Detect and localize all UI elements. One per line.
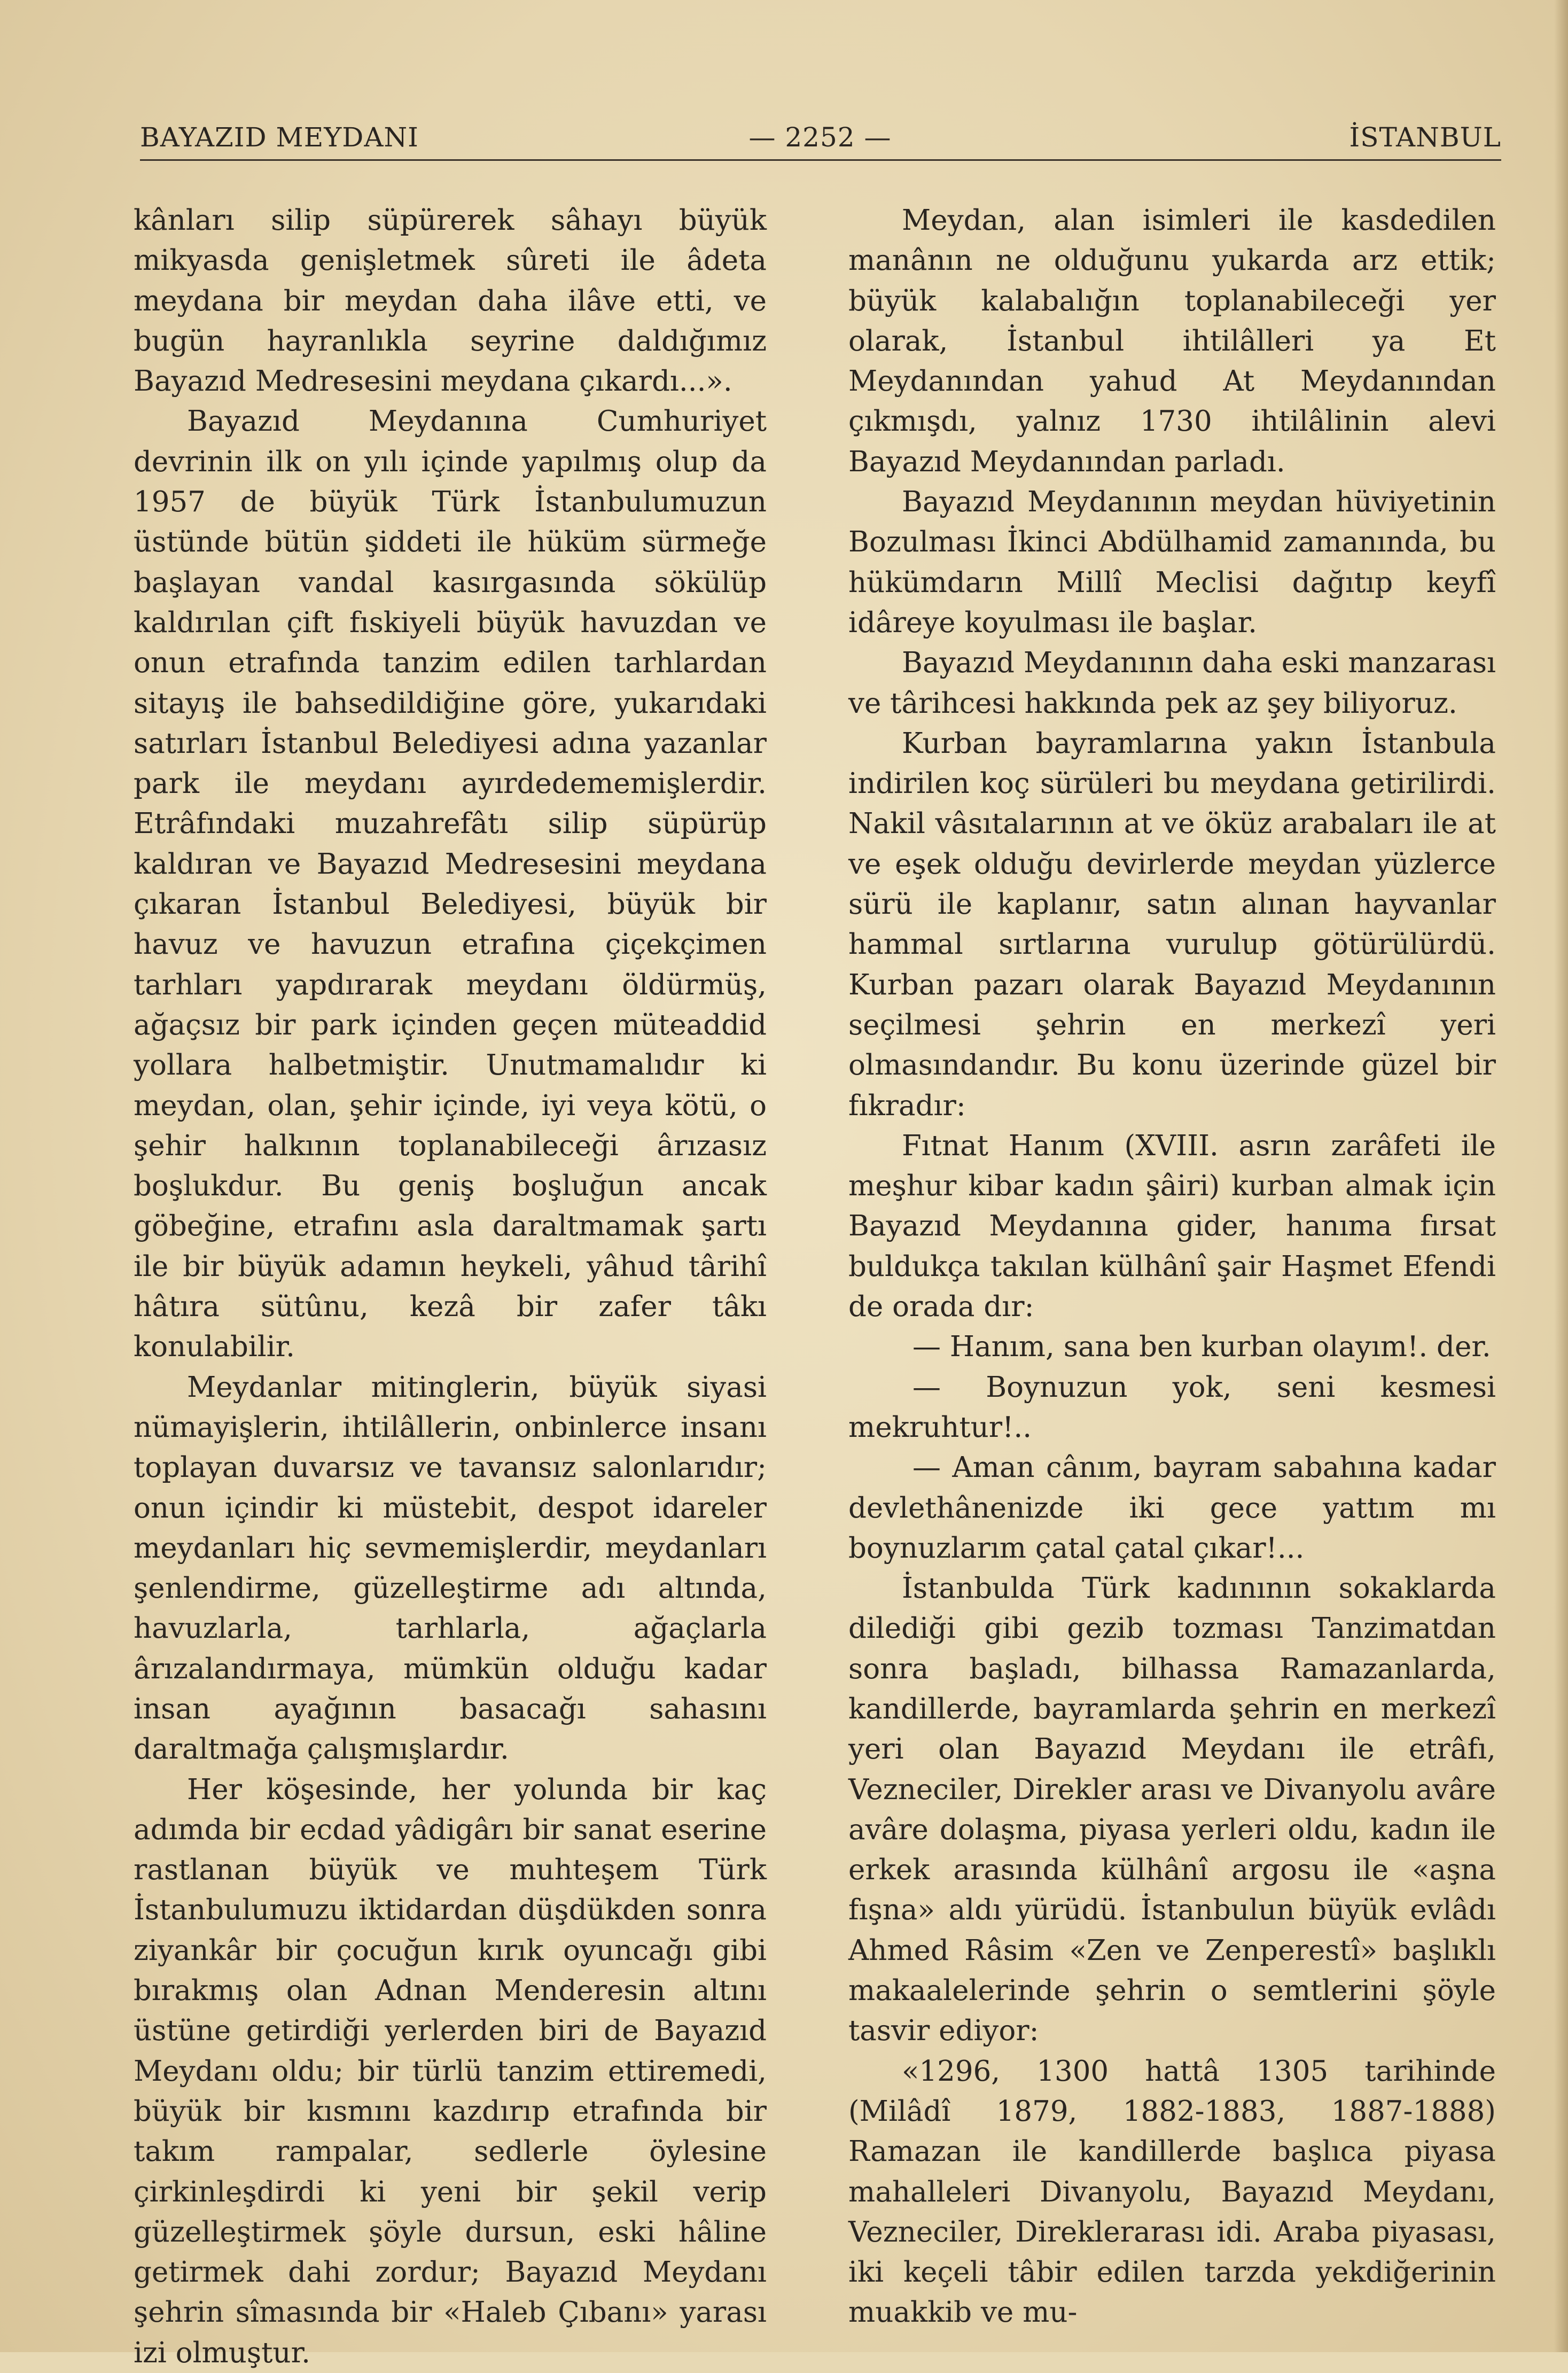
- page-edge-shadow: [1554, 0, 1568, 2352]
- paragraph: Bayazıd Meydanının daha eski manzarası ve târihcesi hakkında pek az şey biliyoruz.: [848, 647, 1496, 720]
- header-rule: [140, 159, 1501, 161]
- quotation-paragraph: «1296, 1300 hattâ 1305 tarihinde (Milâdî 1879, 1882-1883, 1887-1888) Ramazan ile kandillerde başlıca piyasa mahalleleri Divanyolu, Bayazıd Meydanı, Vezneciler, Direklerarası idi. Araba piyasası, iki keçeli tâbir edilen tarzda yekdiğerinin muakkib ve mu-: [848, 2055, 1496, 2329]
- paragraph: Bayazıd Meydanına Cumhuriyet devrinin ilk on yılı içinde yapılmış olup da 1957 de büyük Türk İstanbulumuzun üstünde bütün şiddeti ile hüküm sürmeğe başlayan vandal kasırgasında sökülüp kaldırılan çift fıskiyeli büyük havuzdan ve onun etrafında tanzim edilen tarhlardan sitayış ile bahsedildiğine göre, yukarıdaki satırları İstanbul Belediyesi adına yazanlar park ile meydanı ayırdedememişlerdir. Etrâfındaki muzahrefâtı silip süpürüp kaldıran ve Bayazıd Medresesini meydana çıkaran İstanbul Belediyesi, büyük bir havuz ve havuzun etrafına çiçekçimen tarhları yapdırarak meydanı öldürmüş, ağaçsız bir park içinden geçen müteaddid yollara halbetmiştir. Unutmamalıdır ki meydan, olan, şehir içinde, iyi veya kötü, o şehir halkının toplanabileceği ârızasız boşlukdur. Bu geniş boşluğun ancak göbeğine, etrafını asla daraltmamak şartı ile bir büyük adamın heykeli, yâhud târihî hâtıra sütûnu, kezâ bir zafer tâkı konulabilir.: [134, 405, 767, 1364]
- left-column: [134, 200, 767, 2373]
- header-page-number: — 2252 —: [748, 122, 892, 153]
- paragraph: İstanbulda Türk kadınının sokaklarda dilediği gibi gezib tozması Tanzimatdan sonra başladı, bilhassa Ramazanlarda, kandillerde, bayramlarda şehrin en merkezî yeri olan Bayazıd Meydanı ile etrâfı, Vezneciler, Direkler arası ve Divanyolu avâre avâre dolaşma, piyasa yerleri oldu, kadın ile erkek arasında külhânî argosu ile «aşna fışna» aldı yürüdü. İstanbulun büyük evlâdı Ahmed Râsim «Zen ve Zenperestî» başlıklı makaalelerinde şehrin o semtlerini şöyle tasvir ediyor:: [848, 1572, 1496, 2048]
- paragraph: Her köşesinde, her yolunda bir kaç adımda bir ecdad yâdigârı bir sanat eserine rastlanan büyük ve muhteşem Türk İstanbulumuzu iktidardan düşdükden sonra ziyankâr bir çocuğun kırık oyuncağı gibi bırakmış olan Adnan Menderesin altını üstüne getirdiği yerlerden biri de Bayazıd Meydanı oldu; bir türlü tanzim ettiremedi, büyük bir kısmını kazdırıp etrafında bir takım rampalar, sedlerle öylesine çirkinleşdirdi ki yeni bir şekil verip güzelleştirmek şöyle dursun, eski hâline getirmek dahi zordur; Bayazıd Meydanı şehrin sîmasında bir «Haleb Çıbanı» yarası izi olmuştur.: [134, 1773, 767, 2369]
- header-book-title: İSTANBUL: [1349, 122, 1501, 153]
- dialogue-line: — Aman cânım, bayram sabahına kadar devlethânenizde iki gece yattım mı boynuzlarım çatal çatal çıkar!...: [848, 1451, 1496, 1565]
- right-column: [848, 200, 1496, 2333]
- running-header: [140, 116, 1501, 158]
- paragraph: Bayazıd Meydanının meydan hüviyetinin Bozulması İkinci Abdülhamid zamanında, bu hükümdarın Millî Meclisi dağıtıp keyfî idâreye koyulması ile başlar.: [848, 486, 1496, 639]
- header-section-title: BAYAZID MEYDANI: [140, 122, 419, 153]
- paragraph: Meydanlar mitinglerin, büyük siyasi nümayişlerin, ihtilâllerin, onbinlerce insanı toplayan duvarsız ve tavansız salonlarıdır; onun içindir ki müstebit, despot idareler meydanları hiç sevmemişlerdir, meydanları şenlendirme, güzelleştirme adı altında, havuzlarla, tarhlarla, ağaçlarla ârızalandırmaya, mümkün olduğu kadar insan ayağının basacağı sahasını daraltmağa çalışmışlardır.: [134, 1371, 767, 1766]
- paragraph: Kurban bayramlarına yakın İstanbula indirilen koç sürüleri bu meydana getirilirdi. Nakil vâsıtalarının at ve öküz arabaları ile at ve eşek olduğu devirlerde meydan yüzlerce sürü ile kaplanır, satın alınan hayvanlar hammal sırtlarına vurulup götürülürdü. Kurban pazarı olarak Bayazıd Meydanının seçilmesi şehrin en merkezî yeri olmasındandır. Bu konu üzerinde güzel bir fıkradır:: [848, 727, 1496, 1122]
- paragraph: Meydan, alan isimleri ile kasdedilen manânın ne olduğunu yukarda arz ettik; büyük kalabalığın toplanabileceği yer olarak, İstanbul ihtilâlleri ya Et Meydanından yahud At Meydanından çıkmışdı, yalnız 1730 ihtilâlinin alevi Bayazıd Meydanından parladı.: [848, 204, 1496, 478]
- dialogue-line: — Hanım, sana ben kurban olayım!. der.: [912, 1331, 1491, 1364]
- paragraph: Fıtnat Hanım (XVIII. asrın zarâfeti ile meşhur kibar kadın şâiri) kurban almak için Bayazıd Meydanına gider, hanıma fırsat buldukça takılan külhânî şair Haşmet Efendi de orada dır:: [848, 1129, 1496, 1324]
- dialogue-line: — Boynuzun yok, seni kesmesi mekruhtur!..: [848, 1371, 1496, 1444]
- paragraph: kânları silip süpürerek sâhayı büyük mikyasda genişletmek sûreti ile âdeta meydana bir meydan daha ilâve etti, ve bugün hayranlıkla seyrine daldığımız Bayazıd Medresesini meydana çıkardı...».: [134, 204, 767, 398]
